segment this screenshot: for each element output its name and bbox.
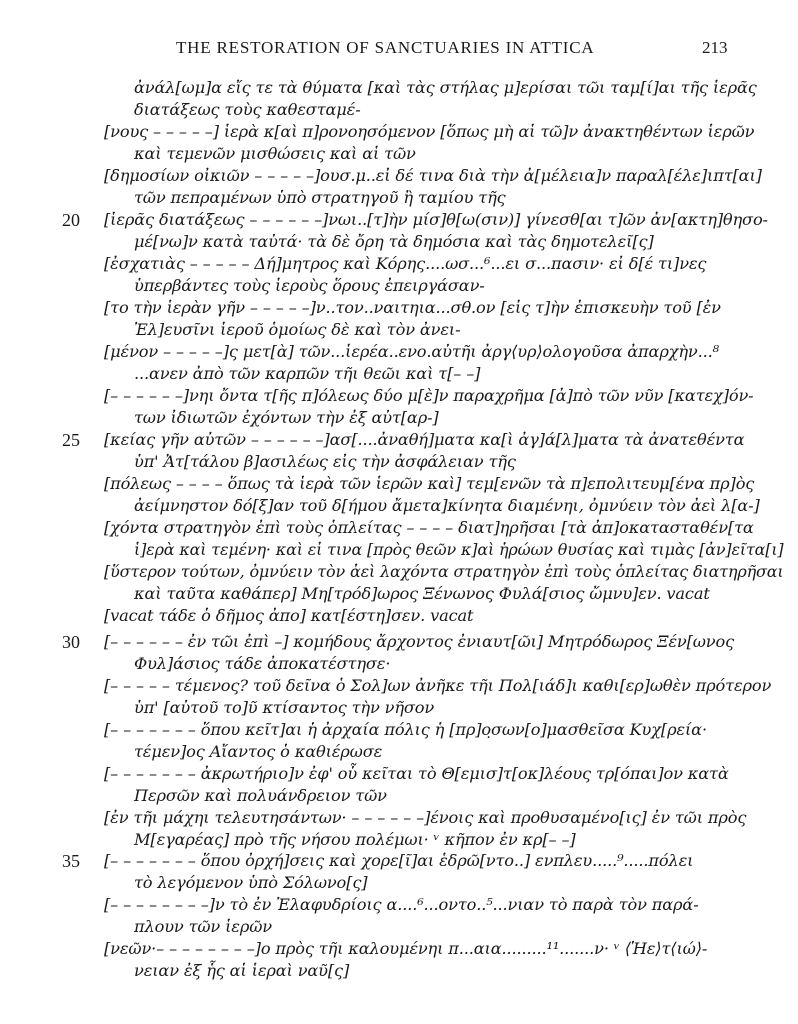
text-line: [vacat τάδε ὁ δῆμος ἀπο] κατ[έστη]σεν. vacat (104, 606, 474, 625)
line-number-20: 20 (62, 210, 80, 230)
text-line: ὑπερβάντες τοὺς ἱεροὺς ὅρους ἐπειργάσαν- (134, 276, 485, 295)
text-line: [– – – – – τέμενος? τοῦ δεῖνα ὁ Σολ]ων ἀνῆκε τῆι Πολ[ιάδ]ι καθι[ερ]ωθὲν πρότερον (104, 676, 772, 695)
text-line: [– – – – – – ἐν τῶι ἐπὶ –] κομήδους ἄρχοντος ἐνιαυτ[ῶι] Μητρόδωρος Ξέν[ωνος (104, 632, 734, 651)
text-line: ὑπ' Ἀτ[τάλου β]ασιλέως εἰς τὴν ἀσφάλειαν τῆς (134, 452, 516, 471)
text-line: ...ανεν ἀπὸ τῶν καρπῶν τῆι θεῶι καὶ τ[– –] (134, 364, 481, 383)
text-line: Φυλ]άσιος τάδε ἀποκατέστησε· (134, 654, 391, 673)
text-line: [πόλεως – – – – ὅπως τὰ ἱερὰ τῶν ἱερῶν καὶ] τεμ[ενῶν τὰ π]επολιτευμ[ένα πρ]ὸς (104, 474, 755, 493)
text-line: [ὕστερον τούτων, ὀμνύειν τὸν ἀεὶ λαχόντα στρατηγὸν ἐπὶ τοὺς ὁπλείτας διατηρῆσαι (104, 562, 784, 581)
text-line: [χόντα στρατηγὸν ἐπὶ τοὺς ὁπλείτας – – – – διατ]ηρῆσαι [τὰ ἀπ]οκατασταθέν[τα (104, 518, 754, 537)
text-line: [νεῶν·– – – – – – – –]ο πρὸς τῆι καλουμένηι π...αια.........¹¹.......ν· ᵛ ⟨Ἡε⟩τ⟨ιώ⟩- (104, 939, 708, 958)
text-line: Μ[εγαρέας] πρὸ τῆς νήσου πολέμωι· ᵛ κῆπον ἐν κρ[– –] (134, 830, 576, 849)
text-line: ἀνάλ[ωμ]α εἴς τε τὰ θύματα [καὶ τὰς στήλας μ]ερίσαι τῶι ταμ[ί]αι τῆς ἱερᾶς (134, 78, 757, 97)
text-line: [ἱερᾶς διατάξεως – – – – – –]νωι..[τ]ὴν μίσ]θ[ω(σιν)] γίνεσθ[αι τ]ῶν ἀν[ακτη]θησο- (104, 210, 768, 229)
text-line: καὶ τεμενῶν μισθώσεις καὶ αἱ τῶν (134, 144, 416, 163)
header-title: THE RESTORATION OF SANCTUARIES IN ATTICA (176, 38, 595, 57)
page-number: 213 (702, 38, 728, 57)
text-line: πλουν τῶν ἱερῶν (134, 917, 272, 936)
text-line: τῶν πεπραμένων ὑπὸ στρατηγοῦ ἢ ταμίου τῆς (134, 188, 506, 207)
text-line: Ἐλ]ευσῖνι ἱεροῦ ὁμοίως δὲ καὶ τὸν ἀνει- (134, 320, 461, 339)
text-line: [ἐν τῆι μάχηι τελευτησάντων· – – – – – –]ένοις καὶ προθυσαμένο[ις] ἐν τῶι πρὸς (104, 808, 747, 827)
line-number-30: 30 (62, 632, 80, 652)
text-line: τέμεν]ος Αἴαντος ὁ καθιέρωσε (134, 742, 383, 761)
line-number-25: 25 (62, 430, 80, 450)
text-line: νειαν ἐξ ἧς αἱ ἱεραὶ ναῦ[ς] (134, 961, 350, 980)
line-number-35: 35 (62, 851, 80, 871)
text-line: [μένον – – – – –]ς μετ[ὰ] τῶν...ἱερέα..ενο.αὐτῆι ἀργ⟨υρ⟩ολογοῦσα ἀπαρχὴν...⁸ (104, 342, 719, 361)
text-line: [το τὴν ἱερὰν γῆν – – – – –]ν..τον..ναιτηια...σθ.ον [εἰς τ]ὴν ἐπισκευὴν τοῦ [ἐν (104, 298, 721, 317)
text-line: [– – – – – –]νηι ὄντα τ[ῆς π]όλεως δύο μ[ὲ]ν παραχρῆμα [ἀ]πὸ τῶν νῦν [κατεχ]όν- (104, 386, 754, 405)
text-line: ἱ]ερὰ καὶ τεμένη· καὶ εἰ τινα [πρὸς θεῶν κ]αὶ ἡρώων θυσίας καὶ τιμὰς [ἀν]εῖτα[ι] (134, 540, 784, 559)
text-line: ἀείμνηστον δό[ξ]αν τοῦ δ[ήμου ἄμετα]κίνητα διαμένηι, ὀμνύειν τὸν ἀεὶ λ[α-] (134, 496, 760, 515)
text-line: Περσῶν καὶ πολυάνδρειον τῶν (134, 786, 387, 805)
text-line: των ἰδιωτῶν ἐχόντων τὴν ἐξ αὐτ[αρ-] (134, 408, 439, 427)
text-line: [– – – – – – – ἀκρωτήριο]ν ἐφ' οὗ κεῖται τὸ Θ[εμισ]τ[οκ]λέους τρ[όπαι]ον κατὰ (104, 764, 729, 783)
text-line: [– – – – – – – ὅπου ὀρχή]σεις καὶ χορε[ῖ]αι ἑδρῶ[ντο..] ενπλευ.....⁹.....πόλει (104, 851, 694, 870)
running-header (0, 38, 798, 62)
text-line: [νους – – – – –] ἱερὰ κ[αὶ π]ρονοησόμενον [ὅπως μὴ αἱ τῶ]ν ἀνακτηθέντων ἱερῶν (104, 122, 755, 141)
text-line: [ἐσχατιὰς – – – – – Δή]μητρος καὶ Κόρης....ωσ...⁶...ει σ...πασιν· εἰ δ[έ τι]νες (104, 254, 707, 273)
text-line: [δημοσίων οἰκιῶν – – – – –]ουσ.μ..εἰ δέ τινα διὰ τὴν ἀ[μέλεια]ν παραλ[έλε]ιπτ[αι] (104, 166, 762, 185)
text-line: [– – – – – – – ὅπου κεῖτ]αι ἡ ἀρχαία πόλις ἡ [πρ]ο̣σων[ο]μασθεῖσα Κυχ[ρεία· (104, 720, 707, 739)
text-line: καὶ ταῦτα καθάπερ] Μη[τρόδ]ωρος Ξένωνος Φυλά[σιος ὤμνυ]εν. vacat (134, 584, 710, 603)
text-line: ὑπ' [αὐτοῦ το]ῦ κτίσαντος τὴν νῆσον (134, 698, 435, 717)
text-line: διατάξεως τοὺς καθεσταμέ- (134, 100, 361, 119)
text-line: [κείας γῆν αὐτῶν – – – – – –]ασ[....ἀναθή]ματα κα[ὶ ἀγ]ά[λ]ματα τὰ ἀνατεθέντα (104, 430, 745, 449)
text-line: μέ[νω]ν κατὰ ταὐτά· τὰ δὲ ὄρη τὰ δημόσια καὶ τὰς δημοτελεῖ[ς] (134, 232, 654, 251)
text-line: τὸ λεγόμενον ὑπὸ Σόλωνο[ς] (134, 873, 368, 892)
text-line: [– – – – – – – –]ν τὸ ἐν Ἐλαφυδρίοις α....⁶...οντο..⁵...νιαν τὸ παρὰ τὸν παρά- (104, 895, 699, 914)
